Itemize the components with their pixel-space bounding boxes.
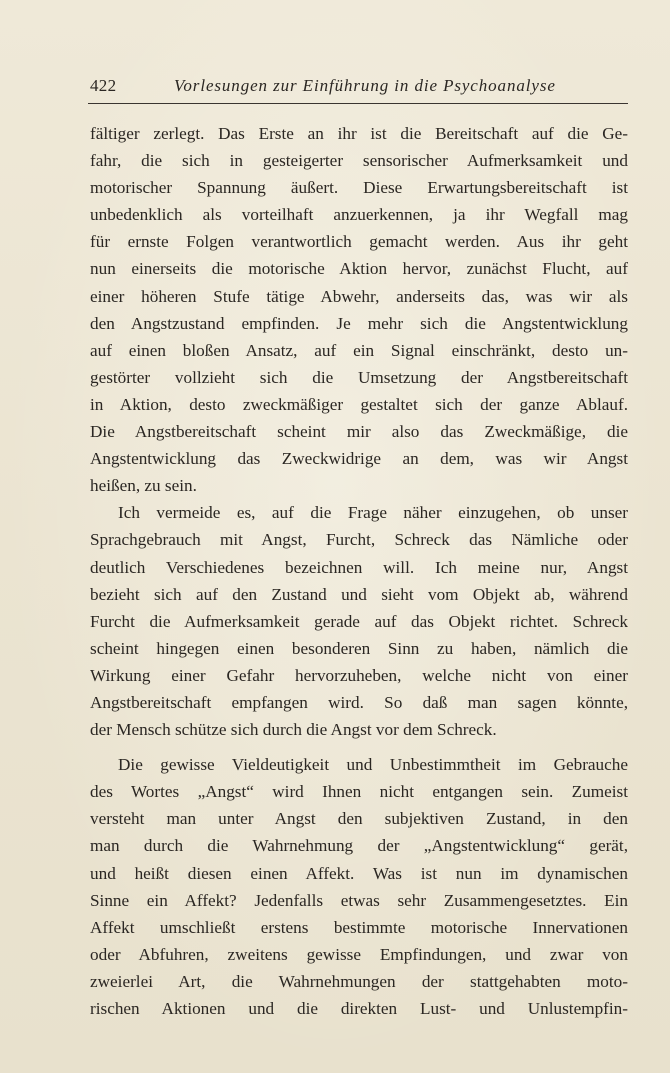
text-line: versteht man unter Angst den subjektiven Zustand, in den (90, 809, 628, 829)
header-rule (88, 103, 628, 104)
text-line: gestörter vollzieht sich die Umsetzung der Angstbereitschaft (90, 367, 628, 387)
text-line: unbedenklich als vorteilhaft anzuerkennen, ja ihr Wegfall mag (90, 205, 628, 225)
text-line: fahr, die sich in gesteigerter sensorischer Aufmerksamkeit und (90, 151, 628, 171)
text-line: auf einen bloßen Ansatz, auf ein Signal einschränkt, desto un- (90, 340, 628, 360)
text-line: motorischer Spannung äußert. Diese Erwartungsbereitschaft ist (90, 178, 628, 198)
text-line: Die Angstbereitschaft scheint mir also das Zweckmäßige, die (90, 422, 628, 442)
text-line: für ernste Folgen verantwortlich gemacht werden. Aus ihr geht (90, 232, 628, 252)
text-line: bezieht sich auf den Zustand und sieht vom Objekt ab, während (90, 584, 628, 604)
text-line: Angstbereitschaft empfangen wird. So daß man sagen könnte, (90, 692, 628, 712)
text-line: in Aktion, desto zweckmäßiger gestaltet sich der ganze Ablauf. (90, 394, 628, 414)
text-line: scheint hingegen einen besonderen Sinn zu haben, nämlich die (90, 638, 628, 658)
text-line: der Mensch schütze sich durch die Angst vor dem Schreck. (90, 720, 497, 740)
text-line: heißen, zu sein. (90, 476, 197, 496)
text-line: Ich vermeide es, auf die Frage näher einzugehen, ob unser (118, 503, 628, 523)
text-line: den Angstzustand empfinden. Je mehr sich die Angstentwicklung (90, 313, 628, 333)
body-text (90, 120, 628, 1022)
text-line: oder Abfuhren, zweitens gewisse Empfindungen, und zwar von (90, 944, 628, 964)
text-line: Sinne ein Affekt? Jedenfalls etwas sehr Zusammengesetztes. Ein (90, 890, 628, 910)
page-header (90, 76, 628, 100)
text-line: und heißt diesen einen Affekt. Was ist nun im dynamischen (90, 863, 628, 883)
text-line: rischen Aktionen und die direkten Lust- und Unlustempfin- (90, 999, 628, 1018)
text-line: Affekt umschließt erstens bestimmte motorische Innervationen (90, 917, 628, 937)
text-line: einer höheren Stufe tätige Abwehr, anderseits das, was wir als (90, 286, 628, 306)
text-line: Furcht die Aufmerksamkeit gerade auf das Objekt richtet. Schreck (90, 611, 628, 631)
text-line: fältiger zerlegt. Das Erste an ihr ist die Bereitschaft auf die Ge- (90, 124, 628, 143)
text-line: des Wortes „Angst“ wird Ihnen nicht entgangen sein. Zumeist (90, 782, 628, 802)
text-line: Angstentwicklung das Zweckwidrige an dem, was wir Angst (90, 449, 628, 469)
text-line: Sprachgebrauch mit Angst, Furcht, Schreck das Nämliche oder (90, 530, 628, 550)
page-number: 422 (90, 76, 117, 95)
text-line: Wirkung einer Gefahr hervorzuheben, welche nicht von einer (90, 665, 628, 685)
running-head: Vorlesungen zur Einführung in die Psychoanalyse (174, 76, 556, 95)
text-line: man durch die Wahrnehmung der „Angstentwicklung“ gerät, (90, 836, 628, 856)
text-line: deutlich Verschiedenes bezeichnen will. Ich meine nur, Angst (90, 557, 628, 577)
text-line: nun einerseits die motorische Aktion hervor, zunächst Flucht, auf (90, 259, 628, 279)
text-line: Die gewisse Vieldeutigkeit und Unbestimmtheit im Gebrauche (118, 755, 628, 775)
text-line: zweierlei Art, die Wahrnehmungen der stattgehabten moto- (90, 971, 628, 991)
